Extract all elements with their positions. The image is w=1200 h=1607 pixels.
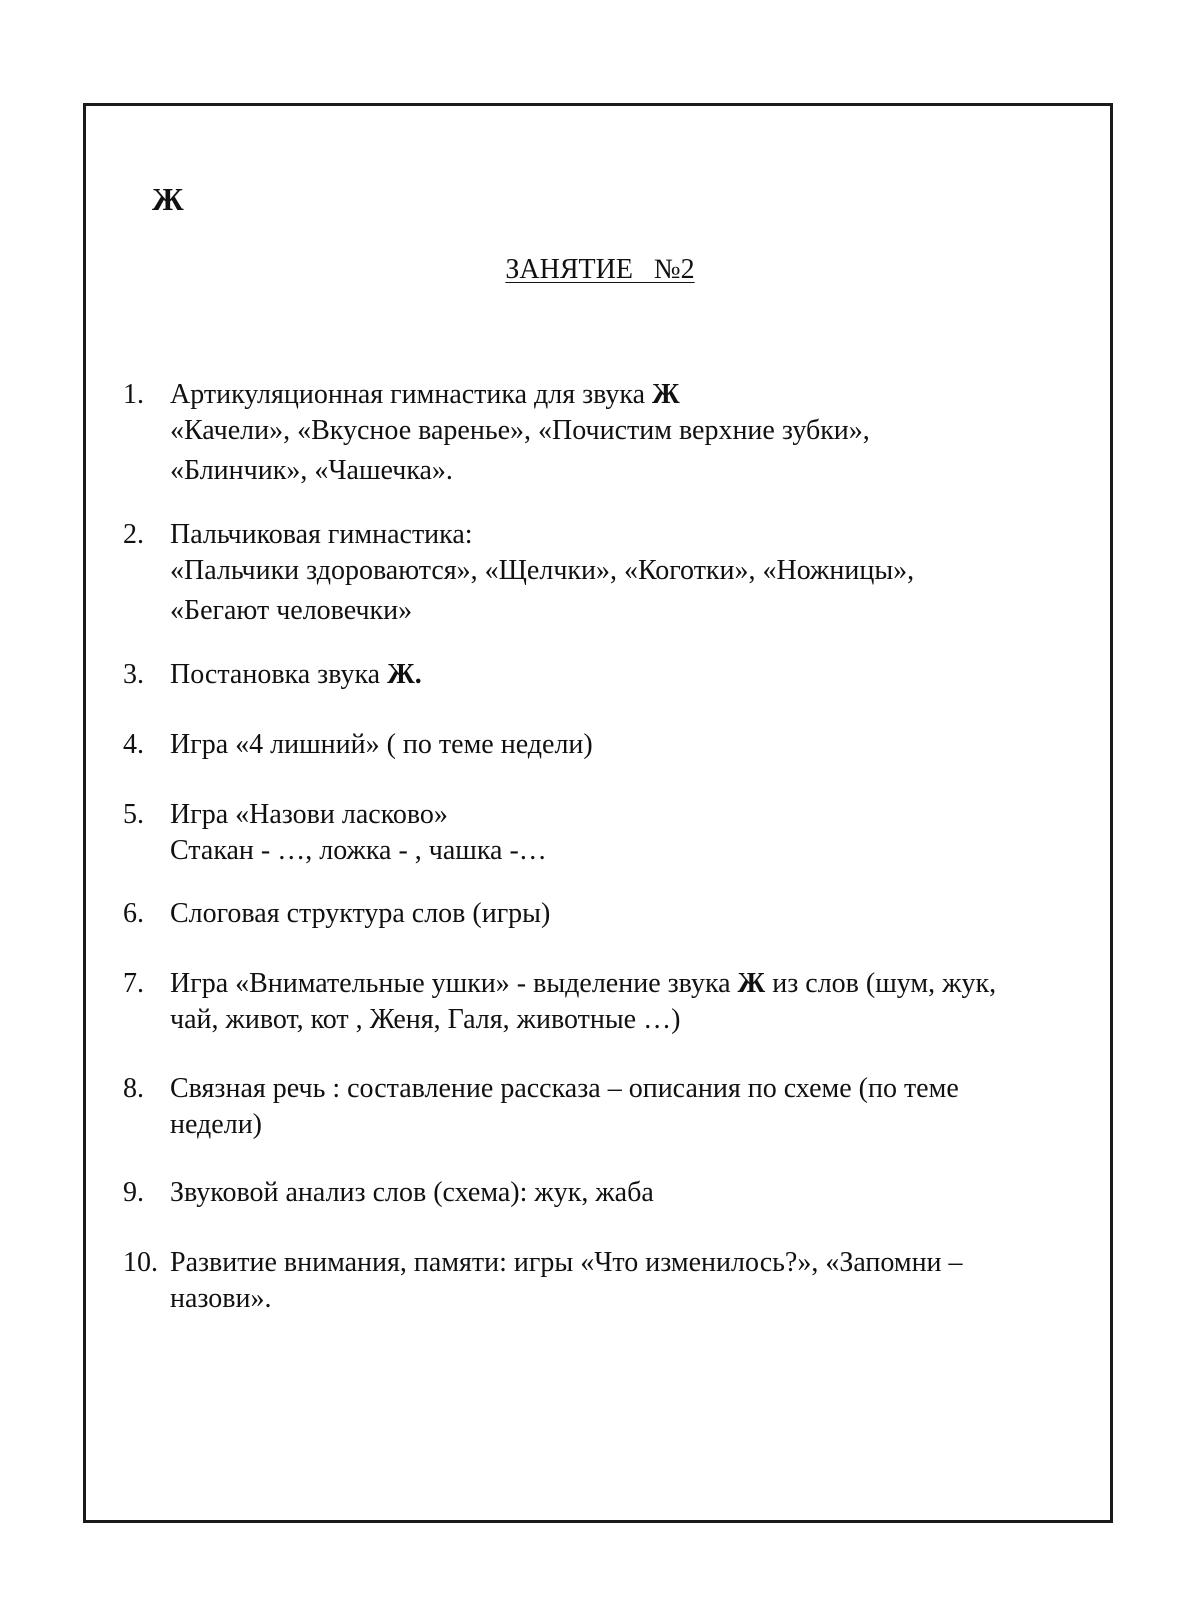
item-line: назови». <box>170 1283 272 1314</box>
list-item <box>123 1175 1103 1211</box>
item-line: «Пальчики здороваются», «Щелчки», «Коготки», «Ножницы», <box>170 555 915 586</box>
sound-letter: Ж <box>152 181 184 217</box>
item-line: Игра «4 лишний» ( по теме недели) <box>170 729 593 760</box>
list-item <box>123 727 1103 763</box>
item-line: Постановка звука Ж. <box>170 659 422 690</box>
item-number: 5. <box>123 799 144 830</box>
item-line: Артикуляционная гимнастика для звука Ж <box>170 379 680 410</box>
item-line: Игра «Назови ласково» <box>170 799 448 830</box>
item-number: 3. <box>123 659 144 690</box>
item-line: Игра «Внимательные ушки» - выделение звука Ж из слов (шум, жук, <box>170 968 997 999</box>
bold-letter: Ж <box>737 968 766 999</box>
item-number: 7. <box>123 968 144 999</box>
item-line: Связная речь : составление рассказа – описания по схеме (по теме <box>170 1073 959 1104</box>
list-item <box>123 517 1103 629</box>
item-line: Слоговая структура слов (игры) <box>170 898 551 929</box>
item-line: «Блинчик», «Чашечка». <box>170 455 453 486</box>
item-line: недели) <box>170 1109 262 1140</box>
item-line: «Бегают человечки» <box>170 595 413 626</box>
item-number: 2. <box>123 519 144 550</box>
item-line: чай, живот, кот , Женя, Галя, животные …) <box>170 1004 681 1035</box>
list-item <box>123 1071 1103 1143</box>
item-line: Развитие внимания, памяти: игры «Что изменилось?», «Запомни – <box>170 1247 963 1278</box>
item-line: «Качели», «Вкусное варенье», «Почистим верхние зубки», <box>170 415 870 446</box>
list-item <box>123 966 1103 1038</box>
item-number: 6. <box>123 898 144 929</box>
item-number: 4. <box>123 729 144 760</box>
item-line: Пальчиковая гимнастика: <box>170 519 473 550</box>
lesson-title: ЗАНЯТИЕ №2 <box>505 254 695 285</box>
list-item <box>123 657 1103 693</box>
list-item <box>123 377 1103 489</box>
list-item <box>123 797 1103 869</box>
bold-letter: Ж. <box>387 659 422 690</box>
list-item <box>123 896 1103 932</box>
item-number: 8. <box>123 1073 144 1104</box>
item-number: 10. <box>123 1247 158 1278</box>
item-number: 9. <box>123 1177 144 1208</box>
item-line: Звуковой анализ слов (схема): жук, жаба <box>170 1177 654 1208</box>
item-number: 1. <box>123 379 144 410</box>
bold-letter: Ж <box>652 379 680 410</box>
item-line: Стакан - …, ложка - , чашка -… <box>170 835 547 866</box>
list-item <box>123 1245 1103 1317</box>
